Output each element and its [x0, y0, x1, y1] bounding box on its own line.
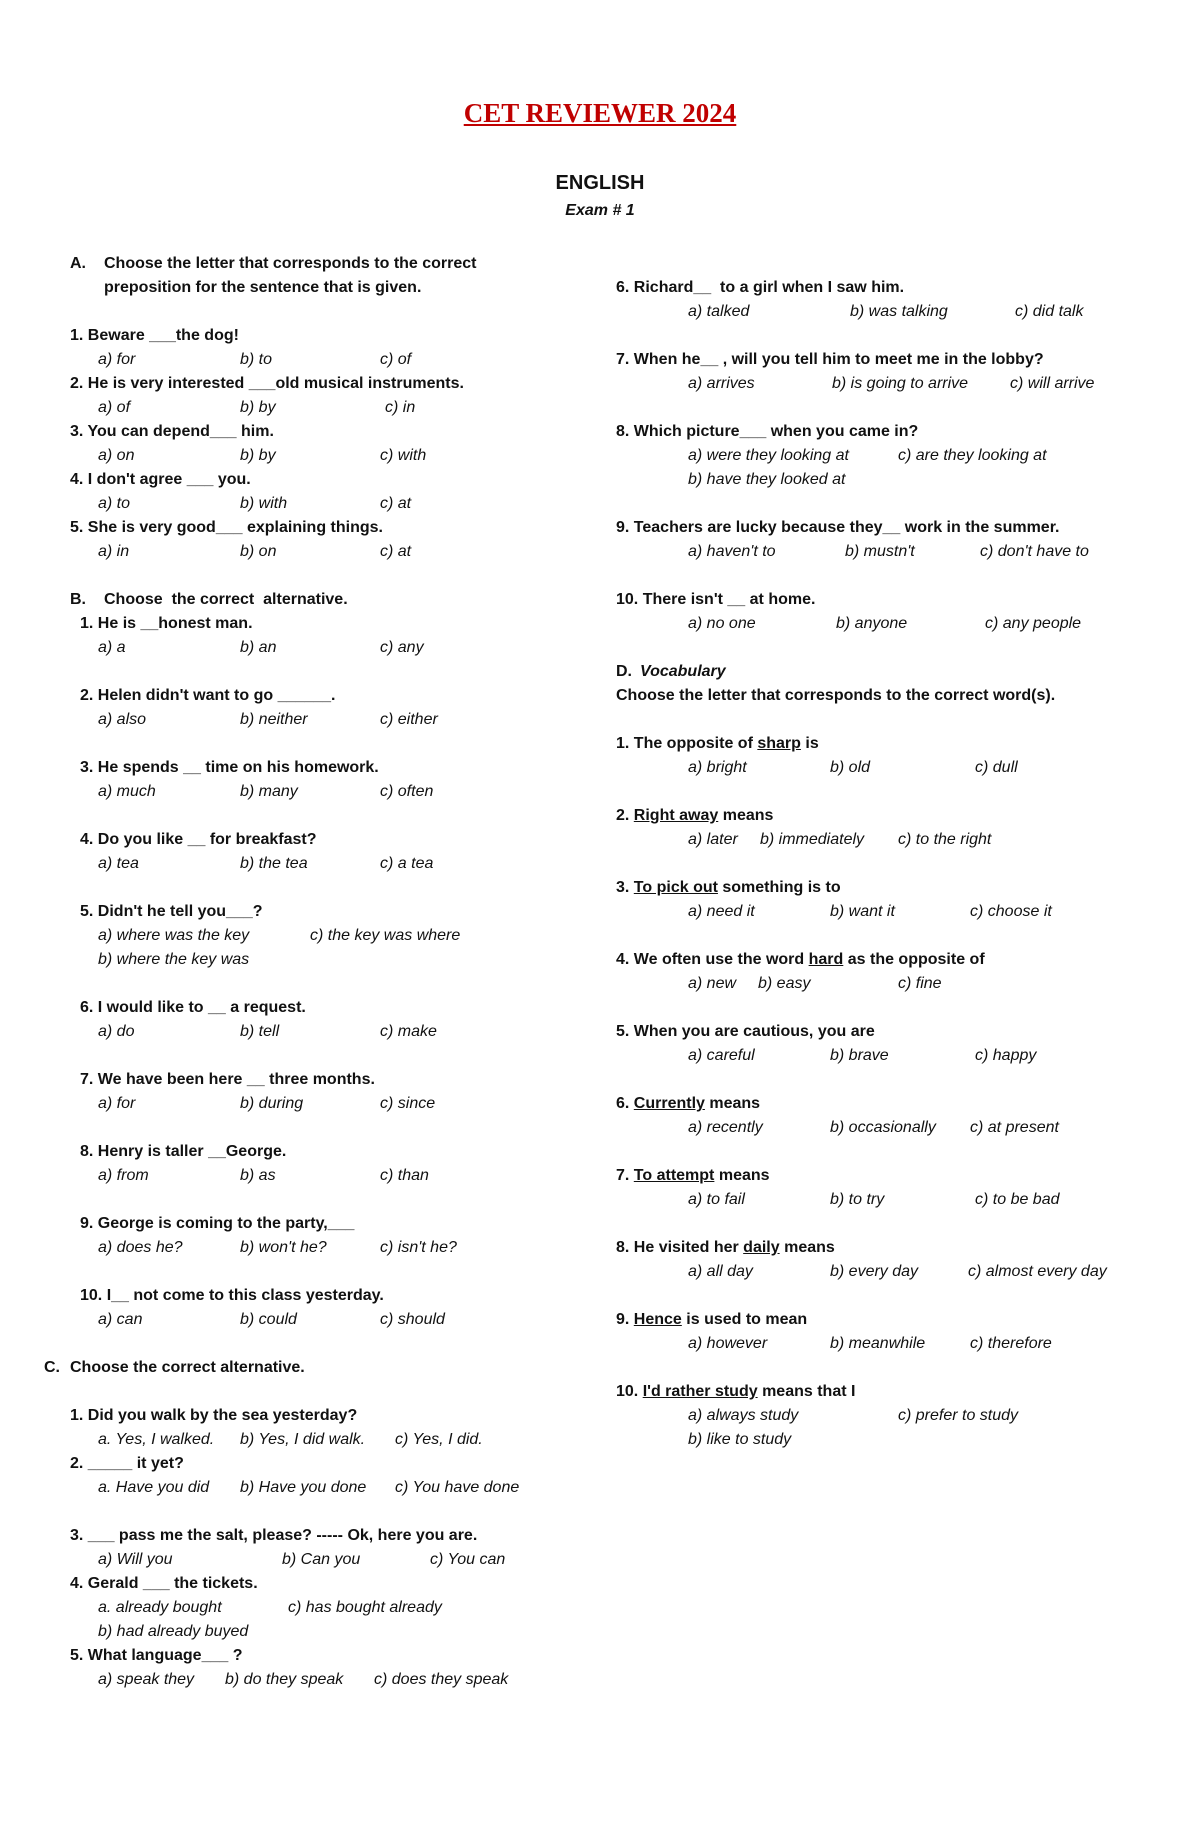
option: b) occasionally: [830, 1119, 936, 1136]
question: 7. We have been here __ three months.: [80, 1071, 375, 1088]
option: b) is going to arrive: [832, 375, 969, 392]
option: c) Yes, I did.: [395, 1431, 483, 1448]
option: c) don't have to: [980, 543, 1089, 560]
question: 7. To attempt means: [616, 1167, 770, 1184]
option: c) almost every day: [968, 1263, 1107, 1280]
section-c-letter: C.: [44, 1359, 60, 1376]
section-a-letter: A.: [70, 255, 86, 272]
question: 4. Do you like __ for breakfast?: [80, 831, 317, 848]
option: b) with: [240, 495, 288, 512]
option: a. already bought: [98, 1599, 222, 1616]
option: c) should: [380, 1311, 445, 1328]
option: a) of: [98, 399, 131, 416]
option: a) recently: [688, 1119, 763, 1136]
option: b) was talking: [850, 303, 948, 320]
question: 5. Didn't he tell you___?: [80, 903, 263, 920]
option: b) had already buyed: [98, 1623, 249, 1640]
option: c) often: [380, 783, 434, 800]
option: c) since: [380, 1095, 436, 1112]
option: b) every day: [830, 1263, 919, 1280]
question: 8. Henry is taller __George.: [80, 1143, 287, 1160]
option: a) however: [688, 1335, 768, 1352]
question: 10. I__ not come to this class yesterday.: [80, 1287, 384, 1304]
option: b) many: [240, 783, 298, 800]
option: b) neither: [240, 711, 308, 728]
option: a) in: [98, 543, 130, 560]
question: 3. He spends __ time on his homework.: [80, 759, 379, 776]
option: b) have they looked at: [688, 471, 846, 488]
question: 5. What language___ ?: [70, 1647, 243, 1664]
option: b) as: [240, 1167, 276, 1184]
option: c) any: [380, 639, 424, 656]
option: b) to: [240, 351, 273, 368]
option: a) speak they: [98, 1671, 195, 1688]
option: b) Yes, I did walk.: [240, 1431, 366, 1448]
section-d-title: Vocabulary: [640, 663, 726, 680]
question: 10. There isn't __ at home.: [616, 591, 816, 608]
option: b) meanwhile: [830, 1335, 926, 1352]
option: c) to the right: [898, 831, 992, 848]
question: 6. Richard__ to a girl when I saw him.: [616, 279, 905, 296]
option: a) all day: [688, 1263, 753, 1280]
option: b) by: [240, 447, 276, 464]
option: c) prefer to study: [898, 1407, 1019, 1424]
option: c) the key was where: [310, 927, 461, 944]
option: c) of: [380, 351, 412, 368]
option: b) where the key was: [98, 951, 250, 968]
option: b) like to study: [688, 1431, 792, 1448]
option: c) You have done: [395, 1479, 520, 1496]
option: c) make: [380, 1023, 437, 1040]
option: a. Yes, I walked.: [98, 1431, 215, 1448]
subject-heading: ENGLISH: [555, 172, 645, 194]
option: a) were they looking at: [688, 447, 849, 464]
option: c) a tea: [380, 855, 434, 872]
option: a) bright: [688, 759, 747, 776]
section-b-letter: B.: [70, 591, 86, 608]
question: 3. To pick out something is to: [616, 879, 841, 896]
question: 2. He is very interested ___old musical instruments.: [70, 375, 464, 392]
question: 1. The opposite of sharp is: [616, 735, 819, 752]
exam-number: Exam # 1: [565, 202, 635, 219]
option: b) immediately: [760, 831, 865, 848]
option: c) does they speak: [374, 1671, 509, 1688]
option: c) in: [385, 399, 416, 416]
question: 10. I'd rather study means that I: [616, 1383, 856, 1400]
question: 6. I would like to __ a request.: [80, 999, 306, 1016]
question: 8. He visited her daily means: [616, 1239, 835, 1256]
option: c) at present: [970, 1119, 1059, 1136]
option: a) on: [98, 447, 135, 464]
option: c) are they looking at: [898, 447, 1047, 464]
question: 1. Did you walk by the sea yesterday?: [70, 1407, 358, 1424]
option: a) later: [688, 831, 738, 848]
question: 4. Gerald ___ the tickets.: [70, 1575, 258, 1592]
option: b) by: [240, 399, 276, 416]
option: a) a: [98, 639, 126, 656]
option: c) happy: [975, 1047, 1037, 1064]
option: c) will arrive: [1010, 375, 1095, 392]
question: 2. Helen didn't want to go ______.: [80, 687, 336, 704]
option: b) won't he?: [240, 1239, 327, 1256]
option: a) to fail: [688, 1191, 745, 1208]
option: a) to: [98, 495, 131, 512]
option: a) haven't to: [688, 543, 776, 560]
option: a) arrives: [688, 375, 755, 392]
section-a-instruction: Choose the letter that corresponds to the correct: [104, 255, 477, 272]
option: b) could: [240, 1311, 297, 1328]
section-b-instruction: Choose the correct alternative.: [104, 591, 348, 608]
option: a) can: [98, 1311, 143, 1328]
option: c) fine: [898, 975, 942, 992]
option: a) for: [98, 351, 136, 368]
question: 1. He is __honest man.: [80, 615, 253, 632]
option: c) any people: [985, 615, 1082, 632]
option: b) on: [240, 543, 277, 560]
option: c) has bought already: [288, 1599, 442, 1616]
option: b) the tea: [240, 855, 308, 872]
option: a) new: [688, 975, 737, 992]
option: a) always study: [688, 1407, 799, 1424]
option: a) no one: [688, 615, 756, 632]
option: a) careful: [688, 1047, 755, 1064]
section-d-instruction: Choose the letter that corresponds to the correct word(s).: [616, 687, 1056, 704]
option: b) old: [830, 759, 871, 776]
option: c) isn't he?: [380, 1239, 457, 1256]
option: b) want it: [830, 903, 895, 920]
question: 1. Beware ___the dog!: [70, 327, 239, 344]
question: 7. When he__ , will you tell him to meet me in the lobby?: [616, 351, 1044, 368]
question: 9. Hence is used to mean: [616, 1311, 808, 1328]
question: 9. Teachers are lucky because they__ work in the summer.: [616, 519, 1060, 536]
option: c) choose it: [970, 903, 1052, 920]
question: 3. You can depend___ him.: [70, 423, 274, 440]
option: b) Have you done: [240, 1479, 367, 1496]
option: b) anyone: [836, 615, 908, 632]
option: c) than: [380, 1167, 429, 1184]
section-c-instruction: Choose the correct alternative.: [70, 1359, 305, 1376]
option: c) with: [380, 447, 427, 464]
option: a. Have you did: [98, 1479, 210, 1496]
option: c) therefore: [970, 1335, 1052, 1352]
option: c) dull: [975, 759, 1018, 776]
option: a) much: [98, 783, 156, 800]
option: b) easy: [758, 975, 811, 992]
option: b) Can you: [282, 1551, 361, 1568]
option: b) brave: [830, 1047, 889, 1064]
question: 2. Right away means: [616, 807, 774, 824]
option: a) do: [98, 1023, 135, 1040]
option: a) need it: [688, 903, 755, 920]
section-d-letter: D.: [616, 663, 632, 680]
question: 4. I don't agree ___ you.: [70, 471, 251, 488]
question: 5. When you are cautious, you are: [616, 1023, 875, 1040]
option: a) also: [98, 711, 147, 728]
option: b) to try: [830, 1191, 885, 1208]
option: a) for: [98, 1095, 136, 1112]
option: a) from: [98, 1167, 149, 1184]
option: b) tell: [240, 1023, 280, 1040]
question: 9. George is coming to the party,___: [80, 1215, 355, 1232]
option: c) either: [380, 711, 438, 728]
option: c) at: [380, 543, 412, 560]
page-title: CET REVIEWER 2024: [463, 98, 737, 128]
question: 4. We often use the word hard as the opposite of: [616, 951, 985, 968]
option: b) do they speak: [225, 1671, 344, 1688]
option: b) during: [240, 1095, 304, 1112]
option: a) Will you: [98, 1551, 173, 1568]
option: b) mustn't: [845, 543, 915, 560]
question: 8. Which picture___ when you came in?: [616, 423, 919, 440]
option: a) where was the key: [98, 927, 250, 944]
option: a) tea: [98, 855, 139, 872]
option: c) You can: [430, 1551, 506, 1568]
question: 6. Currently means: [616, 1095, 761, 1112]
question: 2. _____ it yet?: [70, 1455, 184, 1472]
option: c) at: [380, 495, 412, 512]
question: 5. She is very good___ explaining things.: [70, 519, 383, 536]
question: 3. ___ pass me the salt, please? ----- Ok, here you are.: [70, 1527, 478, 1544]
option: a) talked: [688, 303, 750, 320]
option: c) to be bad: [975, 1191, 1060, 1208]
option: c) did talk: [1015, 303, 1084, 320]
option: b) an: [240, 639, 277, 656]
option: a) does he?: [98, 1239, 183, 1256]
section-a-instruction: preposition for the sentence that is given.: [104, 279, 422, 296]
